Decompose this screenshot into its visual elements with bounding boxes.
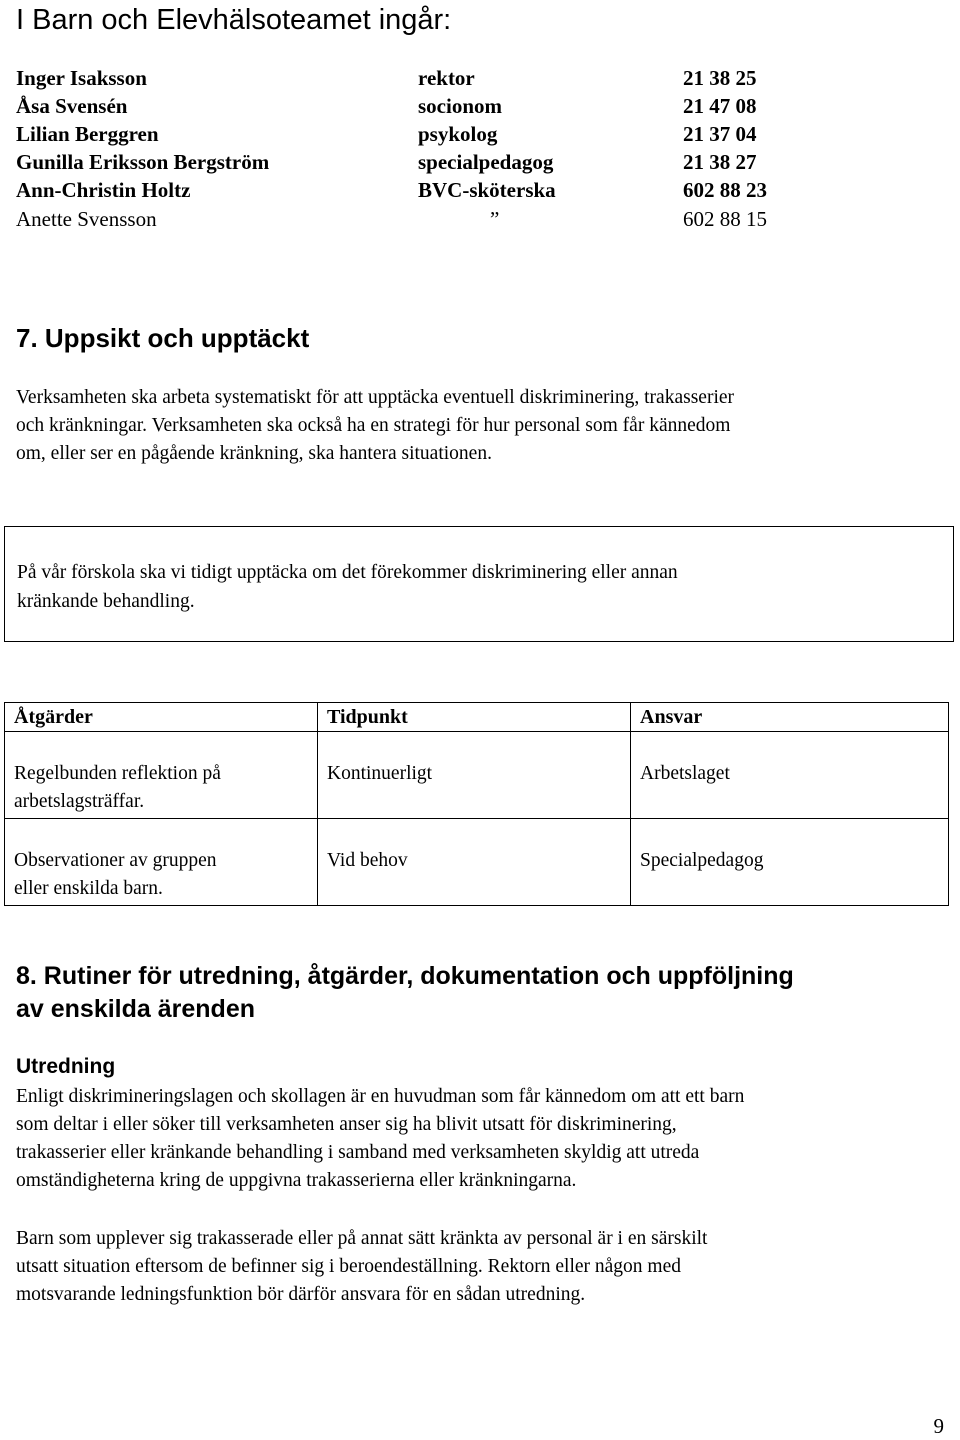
staff-row bbox=[16, 66, 916, 94]
paragraph-line: och kränkningar. Verksamheten ska också ha en strategi för hur personal som får kännedom bbox=[16, 415, 731, 436]
paragraph-line: Verksamheten ska arbeta systematiskt för att upptäcka eventuell diskriminering, trakasserier bbox=[16, 387, 735, 408]
box-text bbox=[17, 558, 937, 616]
cell-line: Regelbunden reflektion på bbox=[14, 763, 221, 784]
staff-role: socionom bbox=[418, 94, 502, 118]
staff-name: Inger Isaksson bbox=[16, 66, 147, 90]
paragraph-line: trakasserier eller kränkande behandling i samband med verksamheten skyldig att utreda bbox=[16, 1142, 700, 1163]
utredning-subheading: Utredning bbox=[16, 1055, 116, 1078]
staff-phone: 602 88 15 bbox=[683, 207, 767, 231]
heading-line: av enskilda ärenden bbox=[16, 995, 256, 1023]
staff-name: Ann-Christin Holtz bbox=[16, 178, 191, 202]
staff-role: rektor bbox=[418, 66, 475, 90]
table-row bbox=[5, 732, 949, 819]
staff-phone: 21 47 08 bbox=[683, 94, 757, 118]
cell-line: arbetslagsträffar. bbox=[14, 791, 145, 812]
responsible-cell: Arbetslaget bbox=[631, 732, 949, 819]
actions-table bbox=[4, 702, 949, 906]
section-8-heading bbox=[16, 960, 951, 1026]
time-cell: Kontinuerligt bbox=[318, 732, 631, 819]
heading-line: 8. Rutiner för utredning, åtgärder, dokumentation och uppföljning bbox=[16, 962, 794, 990]
staff-role: specialpedagog bbox=[418, 150, 554, 174]
table-header-row bbox=[5, 703, 949, 732]
action-cell bbox=[5, 819, 318, 906]
staff-name: Anette Svensson bbox=[16, 207, 157, 231]
staff-row bbox=[16, 150, 916, 178]
section-8-paragraph-1 bbox=[16, 1083, 951, 1195]
section-7-heading: 7. Uppsikt och upptäckt bbox=[16, 323, 310, 353]
staff-row bbox=[16, 122, 916, 150]
header-ansvar: Ansvar bbox=[631, 703, 949, 732]
staff-phone: 21 38 25 bbox=[683, 66, 757, 90]
cell-line: eller enskilda barn. bbox=[14, 878, 163, 899]
section-8-paragraph-2 bbox=[16, 1225, 951, 1309]
section-7-paragraph bbox=[16, 384, 951, 468]
time-cell: Vid behov bbox=[318, 819, 631, 906]
page-number: 9 bbox=[933, 1414, 944, 1438]
paragraph-line: utsatt situation eftersom de befinner sig i beroendeställning. Rektorn eller någon med bbox=[16, 1256, 681, 1277]
staff-row bbox=[16, 94, 916, 122]
staff-row bbox=[16, 178, 916, 206]
staff-name: Åsa Svensén bbox=[16, 94, 128, 118]
cell-line: Observationer av gruppen bbox=[14, 850, 217, 871]
staff-name: Lilian Berggren bbox=[16, 122, 159, 146]
paragraph-line: omständigheterna kring de uppgivna trakasserierna eller kränkningarna. bbox=[16, 1170, 577, 1191]
staff-role: psykolog bbox=[418, 122, 498, 146]
paragraph-line: Enligt diskrimineringslagen och skollagen är en huvudman som får kännedom om att ett barn bbox=[16, 1086, 745, 1107]
responsible-cell: Specialpedagog bbox=[631, 819, 949, 906]
paragraph-line: som deltar i eller söker till verksamheten anser sig ha blivit utsatt för diskriminering, bbox=[16, 1114, 677, 1135]
highlight-box bbox=[4, 526, 954, 642]
paragraph-line: om, eller ser en pågående kränkning, ska hantera situationen. bbox=[16, 443, 492, 464]
staff-row bbox=[16, 207, 916, 235]
table-row bbox=[5, 819, 949, 906]
paragraph-line: Barn som upplever sig trakasserade eller på annat sätt kränkta av personal är i en särskilt bbox=[16, 1228, 708, 1249]
staff-phone: 21 38 27 bbox=[683, 150, 757, 174]
staff-name: Gunilla Eriksson Bergström bbox=[16, 150, 270, 174]
box-line: kränkande behandling. bbox=[17, 591, 195, 612]
staff-role-ditto: ” bbox=[490, 207, 500, 231]
staff-phone: 602 88 23 bbox=[683, 178, 767, 202]
page-title: I Barn och Elevhälsoteamet ingår: bbox=[16, 4, 452, 36]
action-cell bbox=[5, 732, 318, 819]
box-line: På vår förskola ska vi tidigt upptäcka om det förekommer diskriminering eller annan bbox=[17, 562, 678, 583]
header-atgarder: Åtgärder bbox=[5, 703, 318, 732]
staff-phone: 21 37 04 bbox=[683, 122, 757, 146]
header-tidpunkt: Tidpunkt bbox=[318, 703, 631, 732]
staff-role: BVC-sköterska bbox=[418, 178, 556, 202]
paragraph-line: motsvarande ledningsfunktion bör därför ansvara för en sådan utredning. bbox=[16, 1284, 586, 1305]
